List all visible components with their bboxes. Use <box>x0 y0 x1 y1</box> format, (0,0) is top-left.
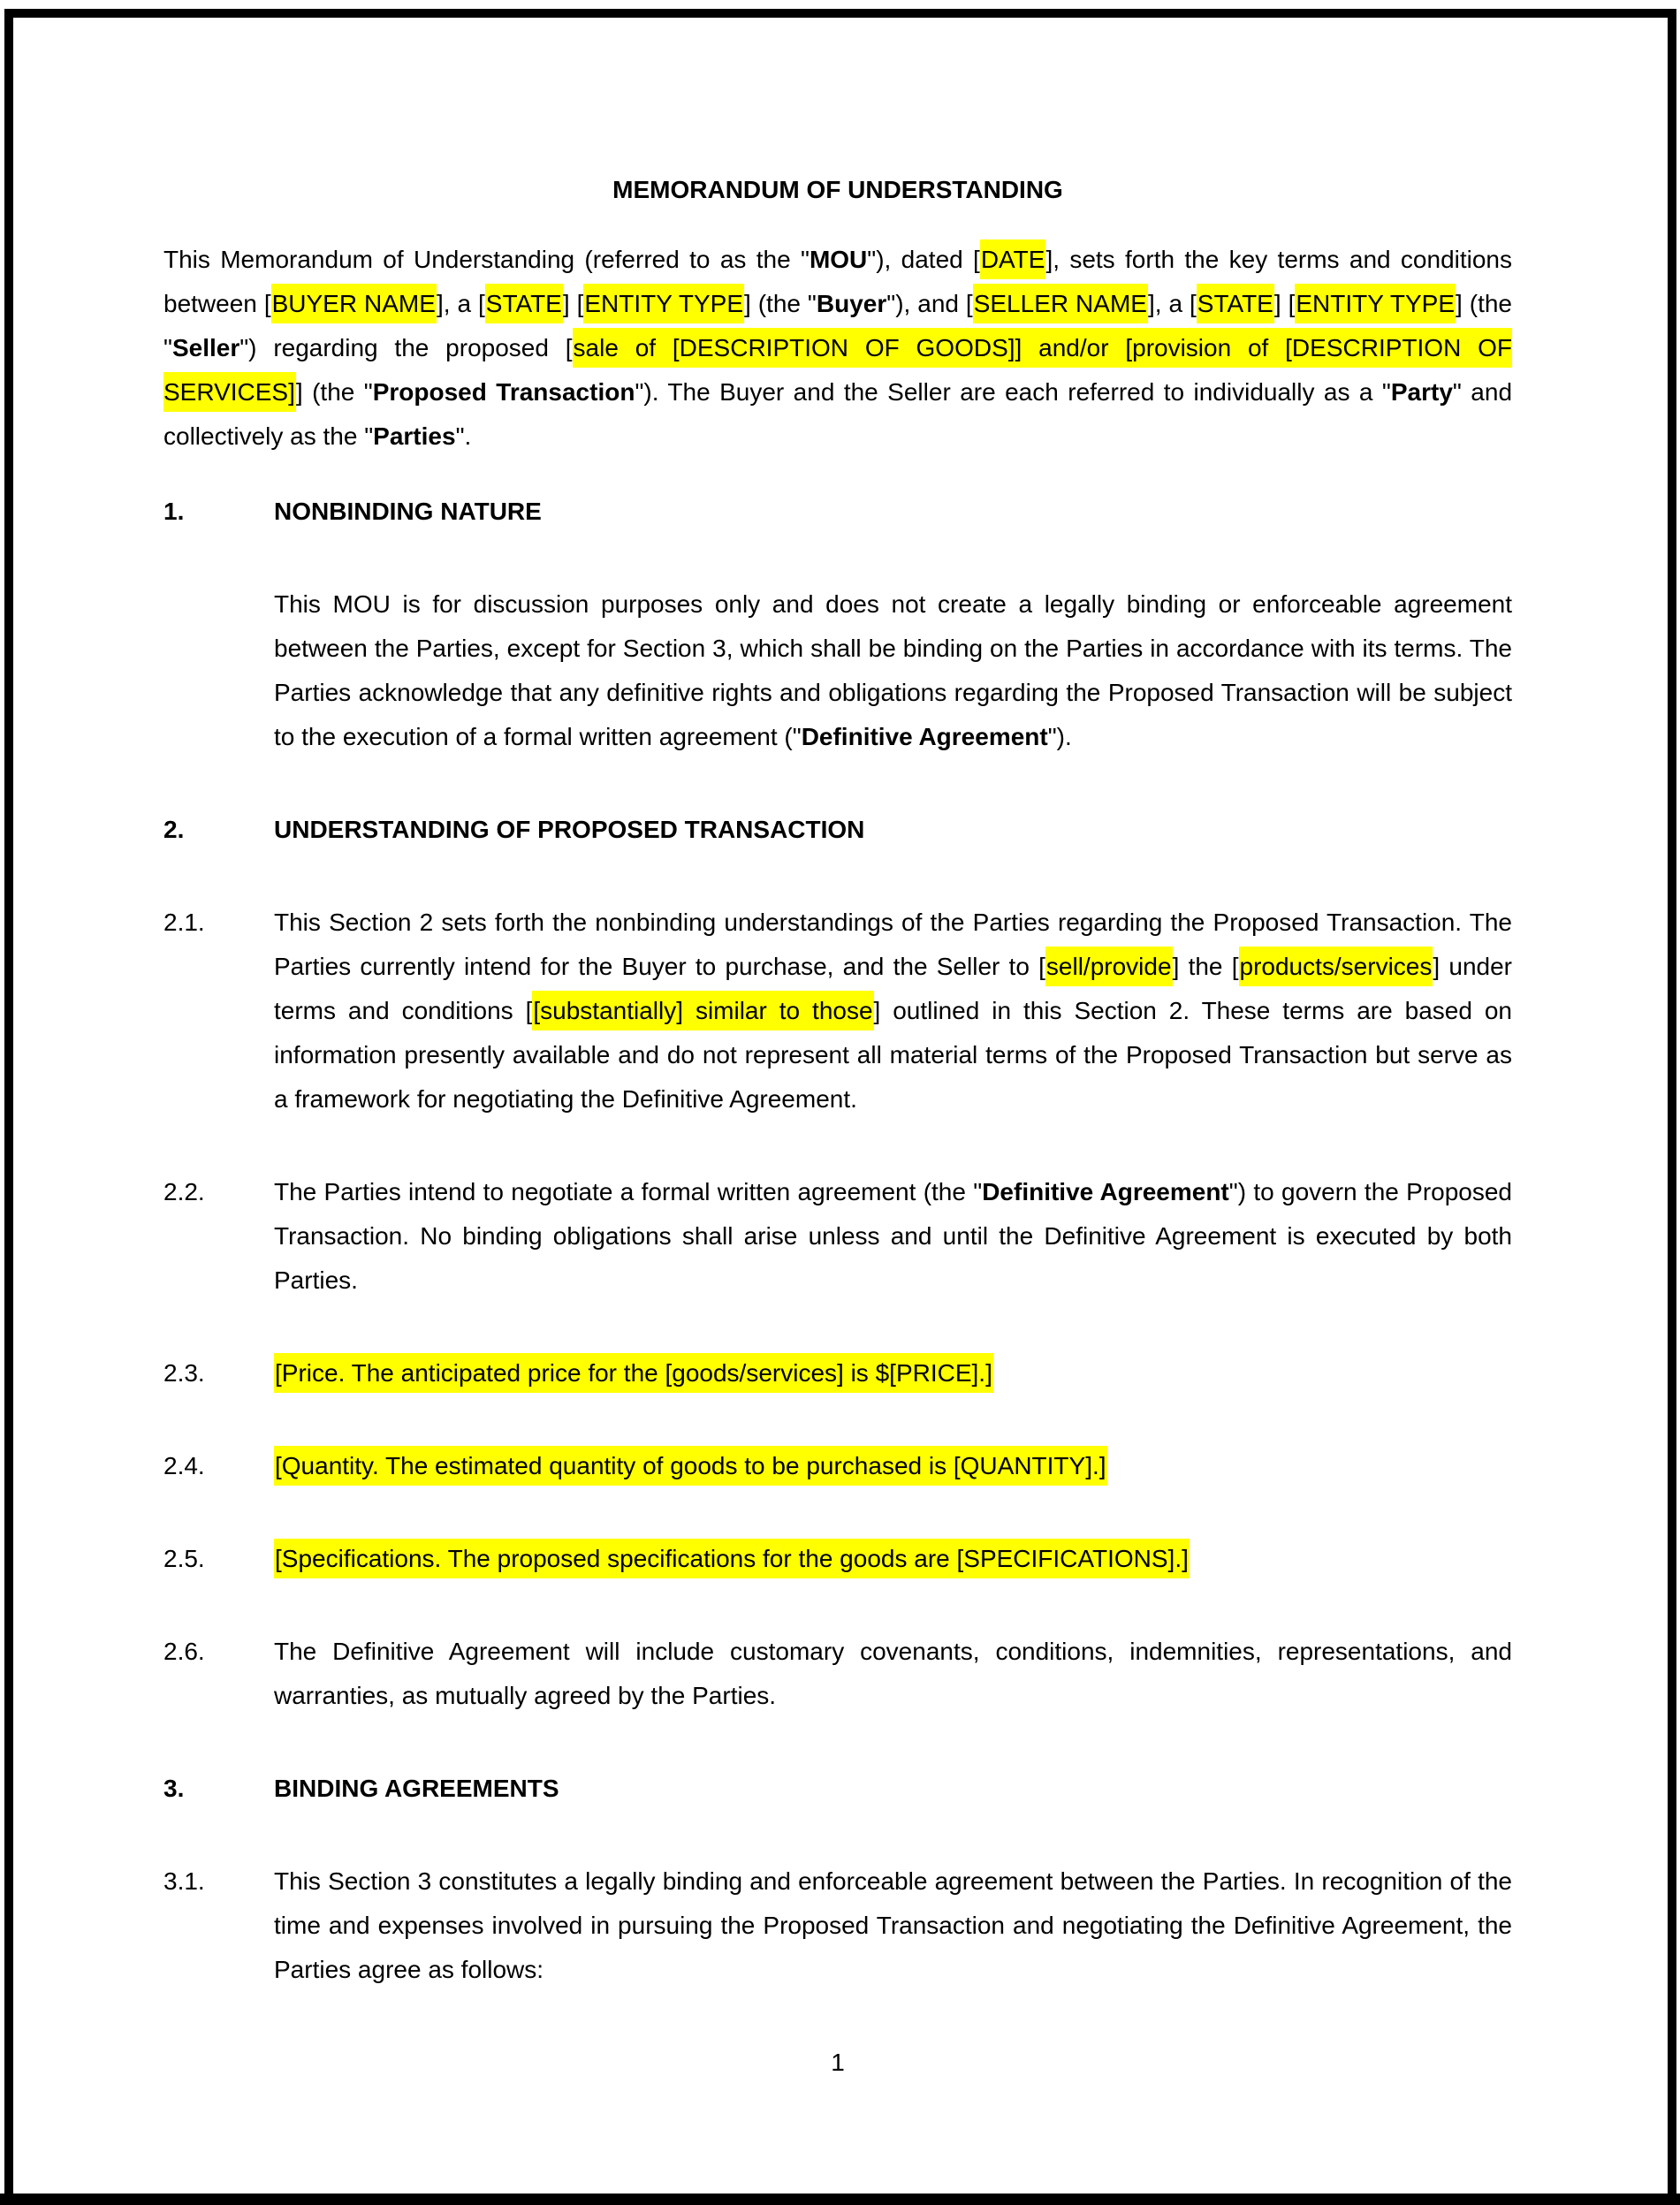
text-run: ] under terms and conditions [ <box>274 953 1512 1024</box>
text-run: SELLER NAME <box>973 284 1148 323</box>
text-run: Definitive Agreement <box>801 723 1048 750</box>
doc-title: MEMORANDUM OF UNDERSTANDING <box>612 176 1063 203</box>
paragraph-text <box>274 1444 1512 1488</box>
paragraph-number: 2.4. <box>163 1452 205 1479</box>
text-run: Parties <box>373 422 456 450</box>
text-run: ENTITY TYPE <box>1295 284 1456 323</box>
text-run: products/services <box>1239 947 1433 986</box>
paragraph-text <box>274 1351 1512 1395</box>
text-run: The Definitive Agreement will include customary covenants, conditions, indemnities, representations, and warranties, as mutually agreed by the Parties. <box>274 1638 1512 1709</box>
heading-text: BINDING AGREEMENTS <box>274 1775 559 1802</box>
paragraph-number: 2.1. <box>163 909 205 936</box>
paragraph-text <box>274 901 1512 1122</box>
text-run: ], sets forth the key terms and conditions between [ <box>163 246 1513 317</box>
text-run: ] [ <box>1273 290 1296 317</box>
heading-text: NONBINDING NATURE <box>274 498 542 525</box>
paragraph-number: 2.2. <box>163 1178 205 1205</box>
text-run: DATE <box>980 240 1046 279</box>
text-run: [substantially] similar to those <box>532 991 873 1030</box>
text-run: ] (the " <box>295 378 373 406</box>
bottom-border-bar <box>0 2194 1680 2205</box>
text-run: This MOU is for discussion purposes only and does not create a legally binding or enforceable agreement between the Parties, except for Section 3, which shall be binding on the Parties in accordance with its terms. The Parties acknowledge that any definitive rights and obligations regarding the Proposed Transaction will be subject to the execution of a formal written agreement (" <box>274 590 1512 750</box>
text-run: "), dated [ <box>867 246 980 273</box>
paragraph-text <box>274 1170 1512 1303</box>
clause-2-2 <box>163 1170 1512 1303</box>
text-run: ") regarding the proposed [ <box>239 334 573 361</box>
paragraph-number: 2.6. <box>163 1638 205 1665</box>
paragraph-text <box>274 1859 1512 1992</box>
paragraph-number: 2.3. <box>163 1359 205 1387</box>
text-run: Party <box>1390 378 1453 406</box>
text-run: BUYER NAME <box>271 284 437 323</box>
text-run: "), and [ <box>886 290 973 317</box>
text-run: This Memorandum of Understanding (referred to as the " <box>163 246 810 273</box>
clause-2-1 <box>163 901 1512 1122</box>
text-run: sell/provide <box>1045 947 1173 986</box>
heading-text: UNDERSTANDING OF PROPOSED TRANSACTION <box>274 816 865 843</box>
text-run: ". <box>455 422 472 450</box>
text-run: sale of [DESCRIPTION OF GOODS]] and/or [provision of [DESCRIPTION OF SERVICES] <box>163 328 1512 412</box>
text-run: Buyer <box>816 290 887 317</box>
text-run: ] (the " <box>744 290 817 317</box>
section-1-body <box>163 582 1512 759</box>
text-run: This Section 3 constitutes a legally binding and enforceable agreement between the Parties. In recognition of the time and expenses involved in pursuing the Proposed Transaction and negotiating the Definitive Agreement, the Parties agree as follows: <box>274 1867 1512 1983</box>
paragraph-number <box>163 582 274 759</box>
text-run: Definitive Agreement <box>982 1178 1229 1205</box>
text-run: Seller <box>171 334 240 361</box>
section-heading-3 <box>163 1767 1512 1811</box>
text-run: ] the [ <box>1172 953 1239 980</box>
paragraph-text <box>274 582 1512 759</box>
text-run: This Section 2 sets forth the nonbinding understandings of the Parties regarding the Proposed Transaction. The Parties currently intend for the Buyer to purchase, and the Seller to [ <box>274 909 1512 980</box>
clause-2-6 <box>163 1630 1512 1718</box>
document-content <box>163 168 1512 2085</box>
text-run: [Price. The anticipated price for the [goods/services] is $[PRICE].] <box>274 1353 993 1393</box>
page-number: 1 <box>831 2049 845 2076</box>
text-run: "). <box>1047 723 1072 750</box>
text-run: ENTITY TYPE <box>583 284 744 323</box>
clause-3-1 <box>163 1859 1512 1992</box>
text-run: STATE <box>1197 284 1274 323</box>
text-run: "). The Buyer and the Seller are each referred to individually as a " <box>635 378 1391 406</box>
heading-number: 3. <box>163 1775 185 1802</box>
text-run: ] [ <box>562 290 584 317</box>
text-run: STATE <box>485 284 563 323</box>
section-heading-2 <box>163 808 1512 852</box>
text-run: [Quantity. The estimated quantity of goods to be purchased is [QUANTITY].] <box>274 1446 1107 1486</box>
text-run: " and collectively as the " <box>163 378 1513 450</box>
heading-number: 2. <box>163 816 185 843</box>
clause-2-4 <box>163 1444 1512 1488</box>
text-run: ] outlined in this Section 2. These terms are based on information presently available and do not represent all material terms of the Proposed Transaction but serve as a framework for negotiating the Definitive Agreement. <box>274 997 1512 1113</box>
text-run: ") to govern the Proposed Transaction. No binding obligations shall arise unless and until the Definitive Agreement is executed by both Parties. <box>274 1178 1513 1294</box>
clause-2-5 <box>163 1537 1512 1581</box>
paragraph-text <box>274 1630 1512 1718</box>
paragraph-text <box>274 1537 1512 1581</box>
text-run: ] (the " <box>163 290 1512 361</box>
text-run: [Specifications. The proposed specifications for the goods are [SPECIFICATIONS].] <box>274 1539 1190 1578</box>
heading-number: 1. <box>163 498 185 525</box>
clause-2-3 <box>163 1351 1512 1395</box>
text-run: Proposed Transaction <box>372 378 635 406</box>
paragraph-number: 2.5. <box>163 1545 205 1572</box>
paragraph-number: 3.1. <box>163 1867 205 1895</box>
text-run: ], a [ <box>436 290 485 317</box>
text-run: MOU <box>809 246 868 273</box>
intro-paragraph <box>163 238 1512 459</box>
section-heading-1 <box>163 490 1512 534</box>
text-run: The Parties intend to negotiate a formal written agreement (the " <box>274 1178 983 1205</box>
text-run: ], a [ <box>1147 290 1197 317</box>
